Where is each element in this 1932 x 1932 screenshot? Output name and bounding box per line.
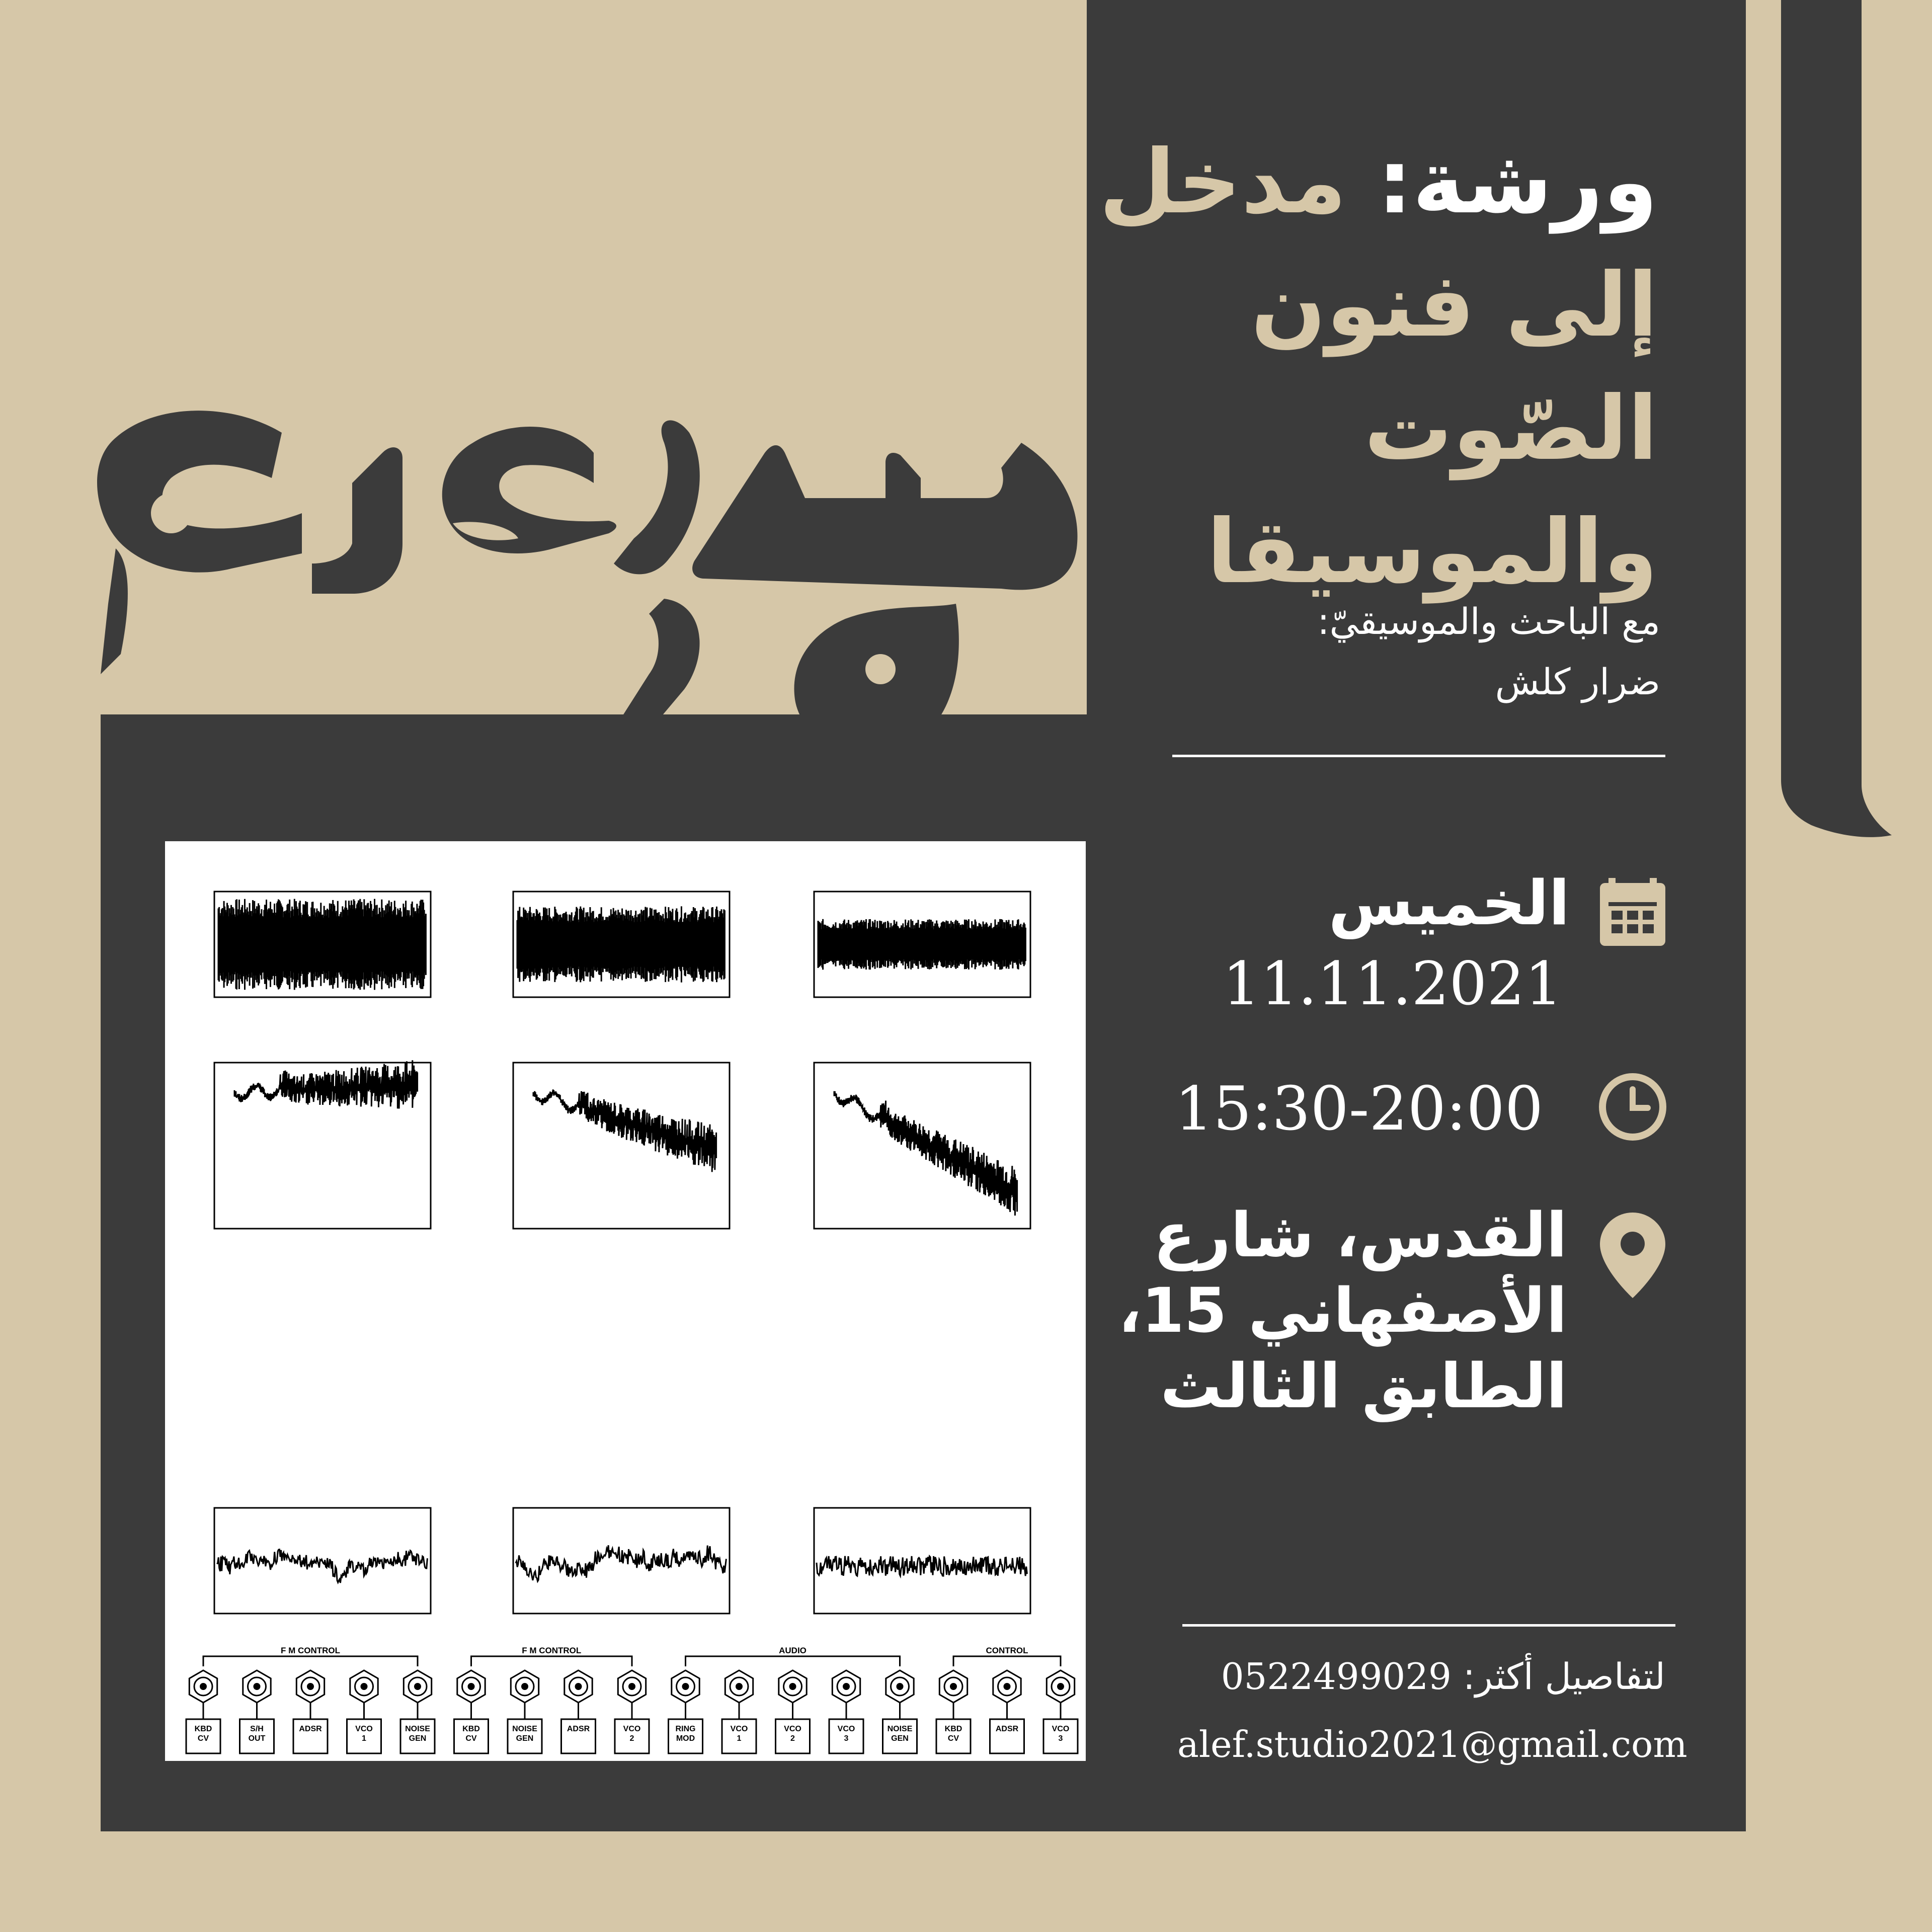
patch-module-label: ADSR [299, 1725, 322, 1733]
patch-module-label: CV [197, 1734, 209, 1743]
patch-module-label: GEN [891, 1734, 909, 1743]
patch-module-label: CV [465, 1734, 477, 1743]
patch-jack-hole [414, 1683, 421, 1690]
waveform-trace [517, 906, 725, 982]
patch-module-label: 2 [629, 1734, 634, 1743]
patch-group-label: CONTROL [986, 1646, 1028, 1655]
waveform-trace [818, 919, 1025, 970]
patch-module-label: 2 [790, 1734, 795, 1743]
patch-group-bracket [686, 1656, 900, 1666]
waveform-trace [217, 1550, 427, 1583]
patch-jack-hole [789, 1683, 796, 1690]
patch-module-label: NOISE [887, 1725, 913, 1733]
patch-module-label: VCO [730, 1725, 748, 1733]
patch-group-bracket [953, 1656, 1061, 1666]
event-time: 15:30-20:00 [1175, 1074, 1544, 1144]
patch-jack-hole [521, 1683, 528, 1690]
patch-jack-hole [897, 1683, 904, 1690]
patch-module-label: VCO [837, 1725, 855, 1733]
decorative-stroke [1776, 0, 1902, 855]
patch-jack-hole [200, 1683, 207, 1690]
patch-module-label: RING [675, 1725, 696, 1733]
patch-module-label: GEN [516, 1734, 534, 1743]
patch-module-label: OUT [248, 1734, 266, 1743]
patch-group-label: AUDIO [779, 1646, 807, 1655]
patch-module-label: MOD [676, 1734, 695, 1743]
event-date: 11.11.2021 [1223, 949, 1563, 1018]
address-line-1: القدس، شارع [1153, 1199, 1567, 1271]
calendar-icon [1597, 878, 1668, 948]
patch-module-label: VCO [355, 1725, 373, 1733]
patch-group-bracket [203, 1656, 418, 1666]
contact-label: لتفاصيل أكثر: [1463, 1655, 1665, 1698]
host-credit [1208, 591, 1660, 712]
patch-jack-hole [468, 1683, 475, 1690]
patch-jack-hole [254, 1683, 261, 1690]
address-line-3: الطابق الثالث [1160, 1350, 1567, 1422]
illustration-sheet [165, 841, 1086, 1761]
waveform-trace [516, 1545, 726, 1581]
patch-module-label: VCO [623, 1725, 641, 1733]
title-line-1-rest: مدخل [1099, 131, 1347, 233]
patch-group-bracket [471, 1656, 632, 1666]
patch-module-label: GEN [409, 1734, 427, 1743]
patch-module-label: 1 [362, 1734, 366, 1743]
clock-icon [1597, 1072, 1668, 1142]
patch-module-label: KBD [462, 1725, 480, 1733]
patch-jack-hole [361, 1683, 368, 1690]
waveform-trace [218, 899, 426, 990]
title-line-1-label: ورشة: [1377, 131, 1658, 233]
host-name: ضرار كلش [1495, 661, 1660, 703]
patch-jack-hole [682, 1683, 689, 1690]
patch-group-label: F M CONTROL [280, 1646, 341, 1655]
title-line-2: إلى فنون [1251, 255, 1658, 357]
patch-jack-hole [736, 1683, 743, 1690]
spectrum-trace [834, 1091, 1017, 1216]
patch-module-label: KBD [944, 1725, 962, 1733]
patch-jack-hole [1004, 1683, 1011, 1690]
contact-line [1221, 1655, 1665, 1698]
title-line-3: الصّوت [1364, 378, 1658, 480]
spectrum-trace [533, 1090, 716, 1172]
left-dark-panel-top-curve [101, 704, 1092, 745]
patch-jack-hole [843, 1683, 850, 1690]
patch-module-label: 1 [737, 1734, 742, 1743]
contact-email[interactable]: alef.studio2021@gmail.com [1177, 1723, 1687, 1765]
workshop-title [1054, 121, 1658, 614]
patch-group-label: F M CONTROL [522, 1646, 582, 1655]
patch-module-label: NOISE [405, 1725, 430, 1733]
patch-jack-hole [628, 1683, 635, 1690]
patch-module-label: 3 [1058, 1734, 1063, 1743]
waveform-trace [817, 1556, 1027, 1576]
title-line-1 [1054, 121, 1658, 244]
patch-module-label: S/H [250, 1725, 264, 1733]
patch-jack-hole [950, 1683, 957, 1690]
patch-module-label: 3 [844, 1734, 849, 1743]
location-pin-icon [1600, 1213, 1665, 1298]
address-line-2: الأصفهاني 15، [1118, 1275, 1567, 1346]
patch-module-label: KBD [194, 1725, 212, 1733]
event-day: الخميس [1328, 867, 1570, 939]
patch-module-label: ADSR [995, 1725, 1019, 1733]
divider-bottom [1182, 1624, 1675, 1627]
patch-jack-hole [575, 1683, 582, 1690]
contact-phone[interactable]: 0522499029 [1221, 1655, 1452, 1698]
patch-jack-hole [307, 1683, 314, 1690]
waveform-figure [165, 841, 1086, 1761]
spectrum-trace [234, 1060, 418, 1108]
logo-calligraphy [0, 0, 1087, 785]
patch-module-label: VCO [1052, 1725, 1070, 1733]
event-address [1064, 1197, 1567, 1424]
host-line-1: مع الباحث والموسيقيّ: [1317, 600, 1660, 642]
patch-jack-hole [1057, 1683, 1064, 1690]
patch-module-label: ADSR [567, 1725, 590, 1733]
patch-module-label: VCO [784, 1725, 801, 1733]
patch-module-label: NOISE [512, 1725, 537, 1733]
patch-module-label: CV [947, 1734, 959, 1743]
title-line-4: والموسيقا [1206, 501, 1658, 603]
divider-top [1172, 755, 1665, 757]
